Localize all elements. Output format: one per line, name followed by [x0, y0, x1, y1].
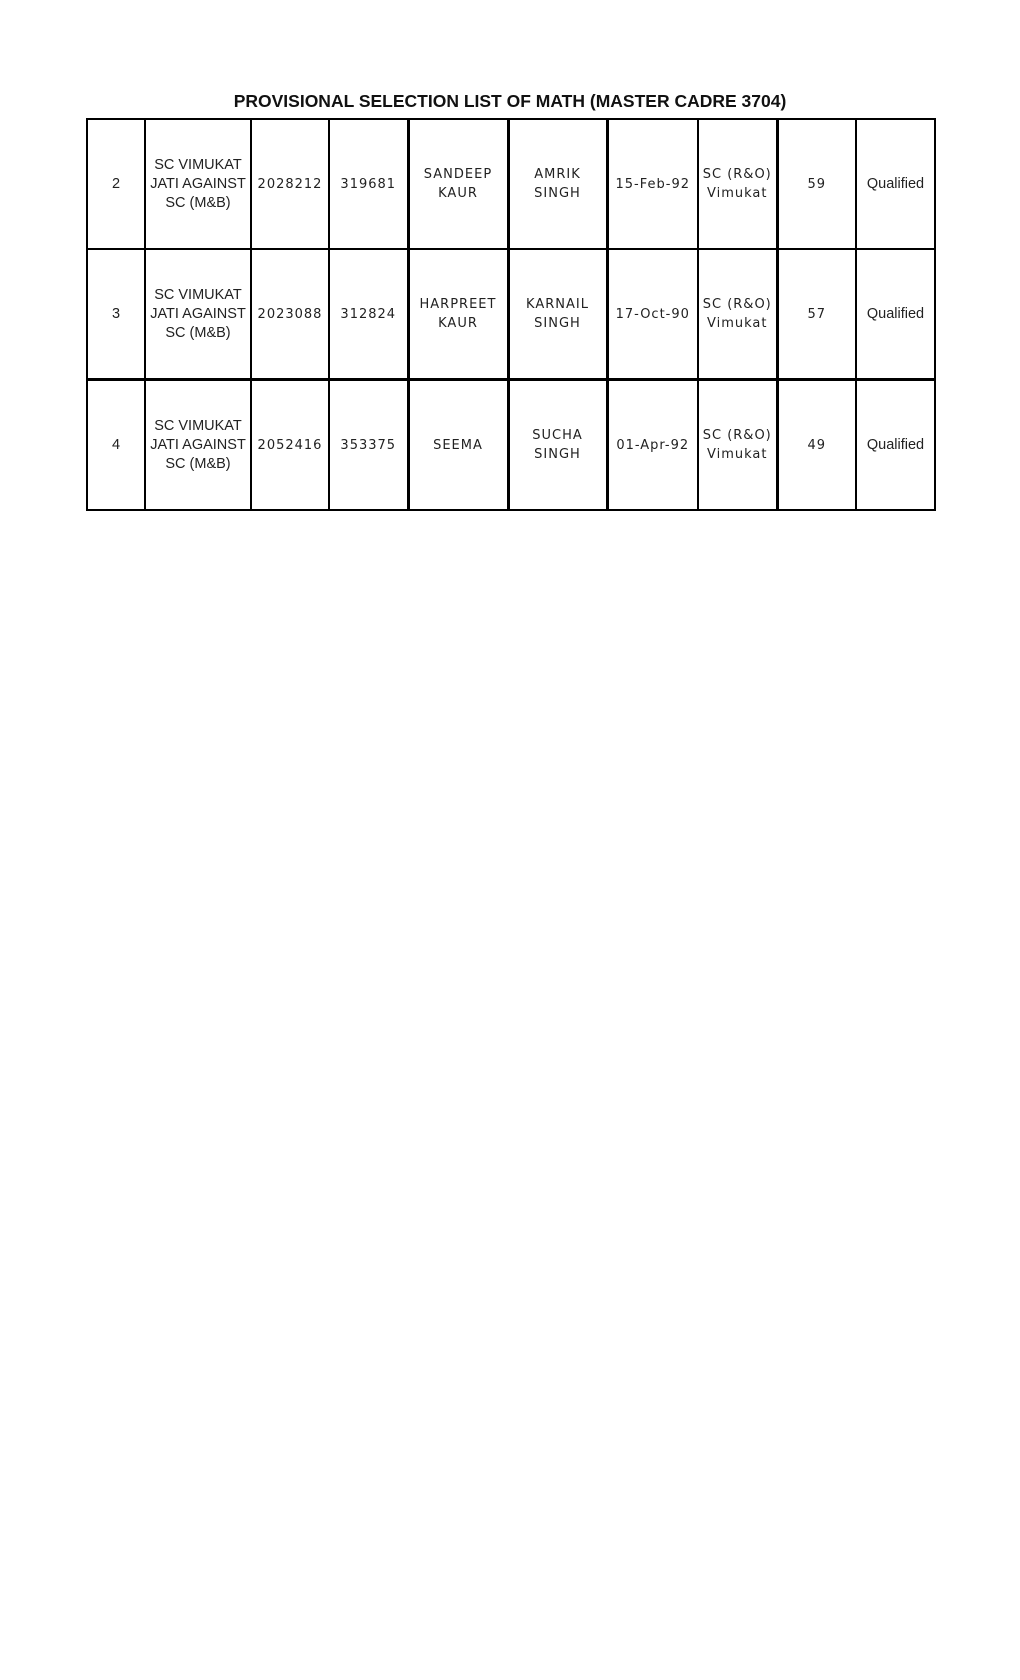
page-title: PROVISIONAL SELECTION LIST OF MATH (MASTER CADRE 3704): [233, 91, 787, 111]
category-cell: SC VIMUKAT JATI AGAINST SC (M&B): [145, 380, 251, 511]
caste-cell: SC (R&O) Vimukat: [698, 249, 777, 380]
category-cell: SC VIMUKAT JATI AGAINST SC (M&B): [145, 119, 251, 249]
application-no-cell: 2023088: [251, 249, 329, 380]
table-row: [87, 380, 935, 511]
candidate-name-cell: SANDEEP KAUR: [408, 119, 508, 249]
marks-cell: 49: [777, 380, 856, 511]
application-no-cell: 2052416: [251, 380, 329, 511]
status-cell: Qualified: [856, 119, 935, 249]
dob-cell: 17-Oct-90: [607, 249, 698, 380]
marks-cell: 57: [777, 249, 856, 380]
table-row: [87, 249, 935, 380]
marks-cell: 59: [777, 119, 856, 249]
sr-no-cell: 4: [87, 380, 145, 511]
roll-no-cell: 319681: [329, 119, 408, 249]
sr-no-cell: 2: [87, 119, 145, 249]
roll-no-cell: 312824: [329, 249, 408, 380]
table-row: [87, 119, 935, 249]
status-cell: Qualified: [856, 249, 935, 380]
father-name-cell: SUCHA SINGH: [508, 380, 607, 511]
candidate-name-cell: HARPREET KAUR: [408, 249, 508, 380]
status-cell: Qualified: [856, 380, 935, 511]
application-no-cell: 2028212: [251, 119, 329, 249]
dob-cell: 15-Feb-92: [607, 119, 698, 249]
caste-cell: SC (R&O) Vimukat: [698, 119, 777, 249]
father-name-cell: KARNAIL SINGH: [508, 249, 607, 380]
father-name-cell: AMRIK SINGH: [508, 119, 607, 249]
sr-no-cell: 3: [87, 249, 145, 380]
dob-cell: 01-Apr-92: [607, 380, 698, 511]
candidate-name-cell: SEEMA: [408, 380, 508, 511]
selection-table: [86, 118, 936, 511]
caste-cell: SC (R&O) Vimukat: [698, 380, 777, 511]
roll-no-cell: 353375: [329, 380, 408, 511]
category-cell: SC VIMUKAT JATI AGAINST SC (M&B): [145, 249, 251, 380]
